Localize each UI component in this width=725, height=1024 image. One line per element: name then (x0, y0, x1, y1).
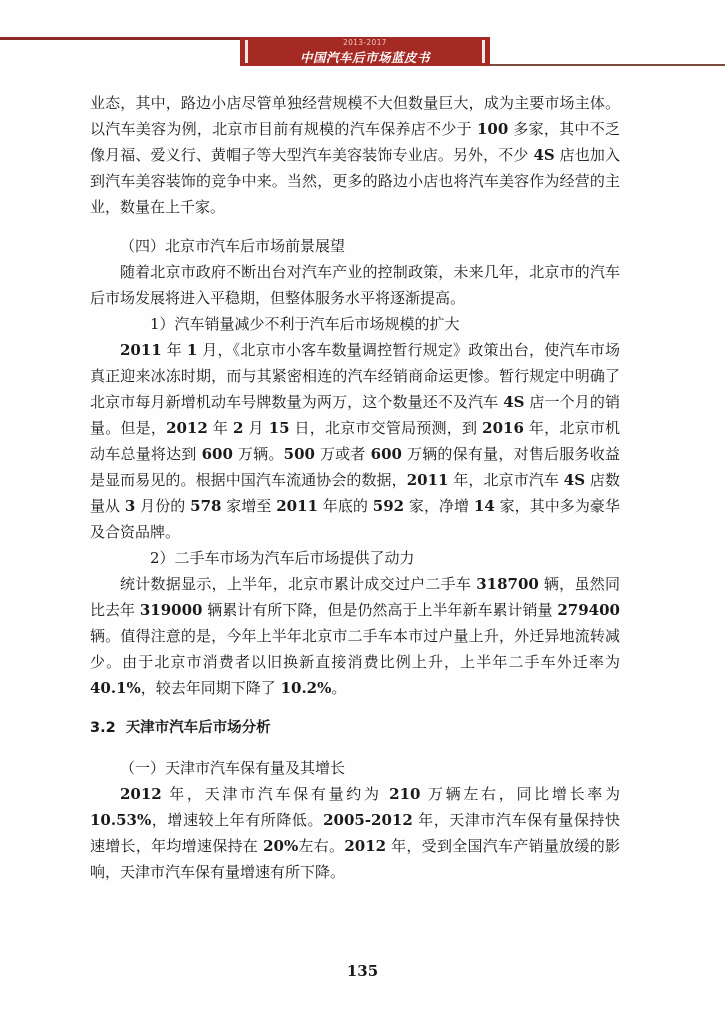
item-heading-used-car-market: 2）二手车市场为汽车后市场提供了动力 (150, 549, 415, 567)
section-number: 3.2 (90, 720, 116, 736)
header-title: 中国汽车后市场蓝皮书 (299, 50, 430, 65)
header-banner (240, 37, 490, 66)
page-number: 135 (346, 962, 379, 980)
item-heading-sales-decline: 1）汽车销量减少不利于汽车后市场规模的扩大 (150, 315, 460, 333)
paragraph-beijing-outlook: 随着北京市政府不断出台对汽车产业的控制政策，未来几年，北京市的汽车后市场发展将进入平稳期，但整体服务水平将逐渐提高。 (90, 263, 620, 307)
header-banner-bar-right (482, 40, 485, 63)
section-heading-tianjin (90, 715, 620, 741)
section-title: 天津市汽车后市场分析 (125, 720, 271, 736)
header-years: 2013-2017 (343, 38, 387, 47)
paragraph-retail-format: 业态，其中，路边小店尽管单独经营规模不大但数量巨大，成为主要市场主体。以汽车美容为例，北京市目前有规模的汽车保养店不少于 100 多家，其中不乏像月福、爱义行、黄帽子等大型汽车美容装饰专业店。另外，不少 4S 店也加入到汽车美容装饰的竞争中来。当然，更多的路边小店也将汽车美容作为经营的主业，数量在上千家。 (90, 94, 620, 216)
header-rule-left (0, 37, 242, 40)
paragraph-tianjin-ownership: 2012 年，天津市汽车保有量约为 210 万辆左右，同比增长率为 10.53%，增速较上年有所降低。2005-2012 年，天津市汽车保有量保持快速增长，年均增速保持在 20%左右。2012 年，受到全国汽车产销量放缓的影响，天津市汽车保有量增速有所下降。 (90, 785, 620, 881)
paragraph-used-car-market: 统计数据显示，上半年，北京市累计成交过户二手车 318700 辆，虽然同比去年 319000 辆累计有所下降，但是仍然高于上半年新车累计销量 279400 辆。值得注意的是，今年上半年北京市二手车本市过户量上升，外迁异地流转减少。由于北京市消费者以旧换新直接消费比例上升，上半年二手车外迁率为 40.1%，较去年同期下降了 10.2%。 (90, 575, 620, 697)
paragraph-sales-decline: 2011 年 1 月，《北京市小客车数量调控暂行规定》政策出台，使汽车市场真正迎来冰冻时期，而与其紧密相连的汽车经销商命运更惨。暂行规定中明确了北京市每月新增机动车号牌数量为两万，这个数量还不及汽车 4S 店一个月的销量。但是，2012 年 2 月 15 日，北京市交管局预测，到 2016 年，北京市机动车总量将达到 600 万辆。500 万或者 600 万辆的保有量，对售后服务收益是显而易见的。根据中国汽车流通协会的数据，2011 年，北京市汽车 4S 店数量从 3 月份的 578 家增至 2011 年底的 592 家，净增 14 家，其中多为豪华及合资品牌。 (90, 341, 620, 541)
subheading-tianjin-ownership: （一）天津市汽车保有量及其增长 (120, 759, 346, 777)
header-rule-right (490, 64, 725, 66)
subheading-beijing-outlook: （四）北京市汽车后市场前景展望 (120, 237, 346, 255)
page-content (90, 90, 620, 885)
